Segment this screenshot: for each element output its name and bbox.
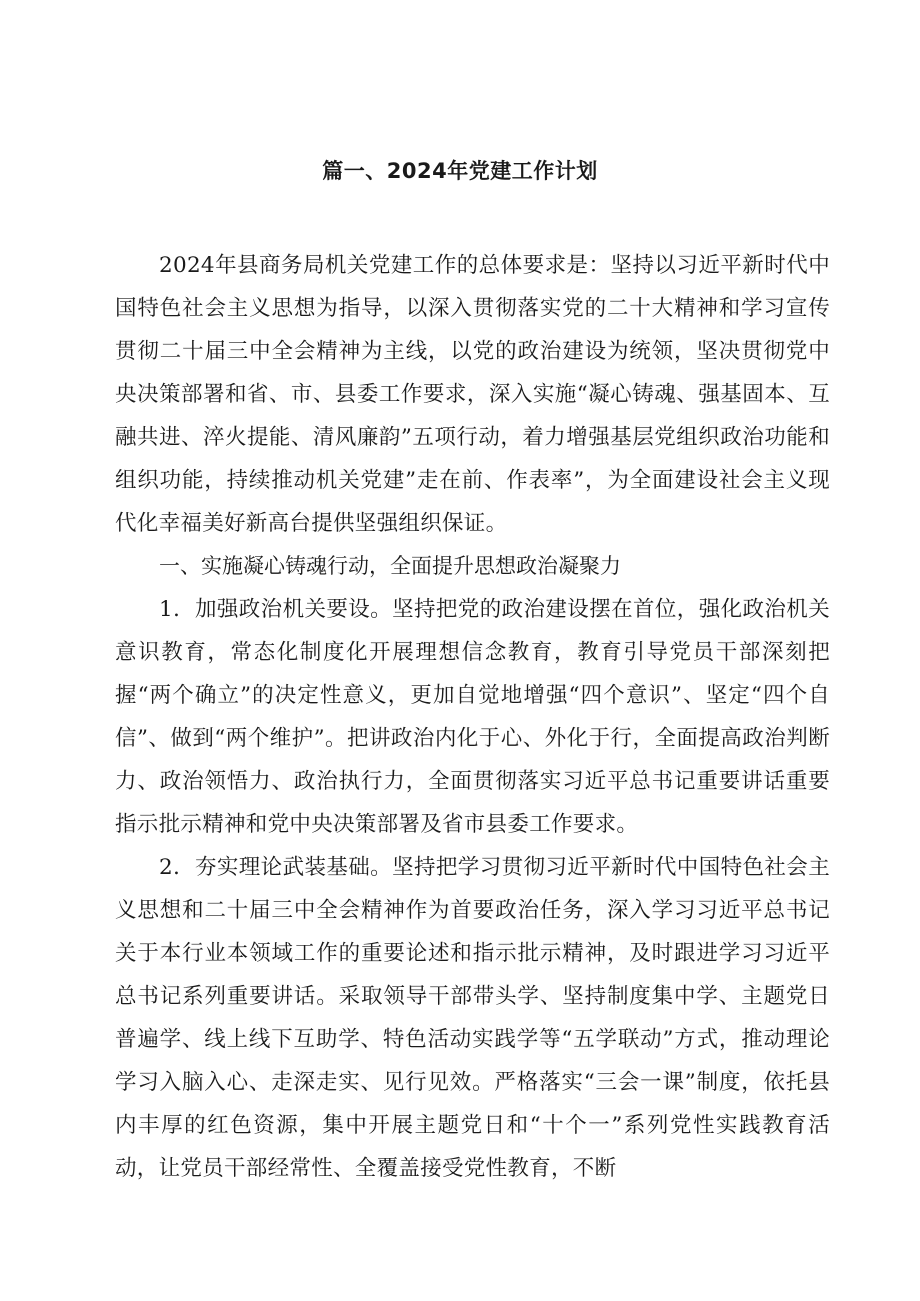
section-heading: 一、实施凝心铸魂行动，全面提升思想政治凝聚力 (159, 554, 621, 578)
item-paragraph-2: 2．夯实理论武装基础。坚持把学习贯彻习近平新时代中国特色社会主义思想和二十届三中全会精神作为首要政治任务，深入学习习近平总书记关于本行业本领域工作的重要论述和指示批示精神，及时跟进学习习近平总书记系列重要讲话。采取领导干部带头学、坚持制度集中学、主题党日普遍学、线上线下互助学、特色活动实践学等“五学联动”方式，推动理论学习入脑入心、走深走实、见行见效。严格落实“三会一课”制度，依托县内丰厚的红色资源，集中开展主题党日和“十个一”系列党性实践教育活动，让党员干部经常性、全覆盖接受党性教育，不断 (115, 855, 830, 1181)
intro-paragraph: 2024年县商务局机关党建工作的总体要求是：坚持以习近平新时代中国特色社会主义思想为指导，以深入贯彻落实党的二十大精神和学习宣传贯彻二十届三中全会精神为主线，以党的政治建设为统领，坚决贯彻党中央决策部署和省、市、县委工作要求，深入实施“凝心铸魂、强基固本、互融共进、淬火提能、清风廉韵”五项行动，着力增强基层党组织政治功能和组织功能，持续推动机关党建”走在前、作表率”，为全面建设社会主义现代化幸福美好新高台提供坚强组织保证。 (115, 253, 830, 536)
item-paragraph-1: 1．加强政治机关要设。坚持把党的政治建设摆在首位，强化政治机关意识教育，常态化制度化开展理想信念教育，教育引导党员干部深刻把握“两个确立”的决定性意义，更加自觉地增强“四个意识”、坚定“四个自信”、做到“两个维护”。把讲政治内化于心、外化于行，全面提高政治判断力、政治领悟力、政治执行力，全面贯彻落实习近平总书记重要讲话重要指示批示精神和党中央决策部署及省市县委工作要求。 (115, 597, 830, 837)
document-title: 篇一、2024年党建工作计划 (322, 159, 598, 183)
